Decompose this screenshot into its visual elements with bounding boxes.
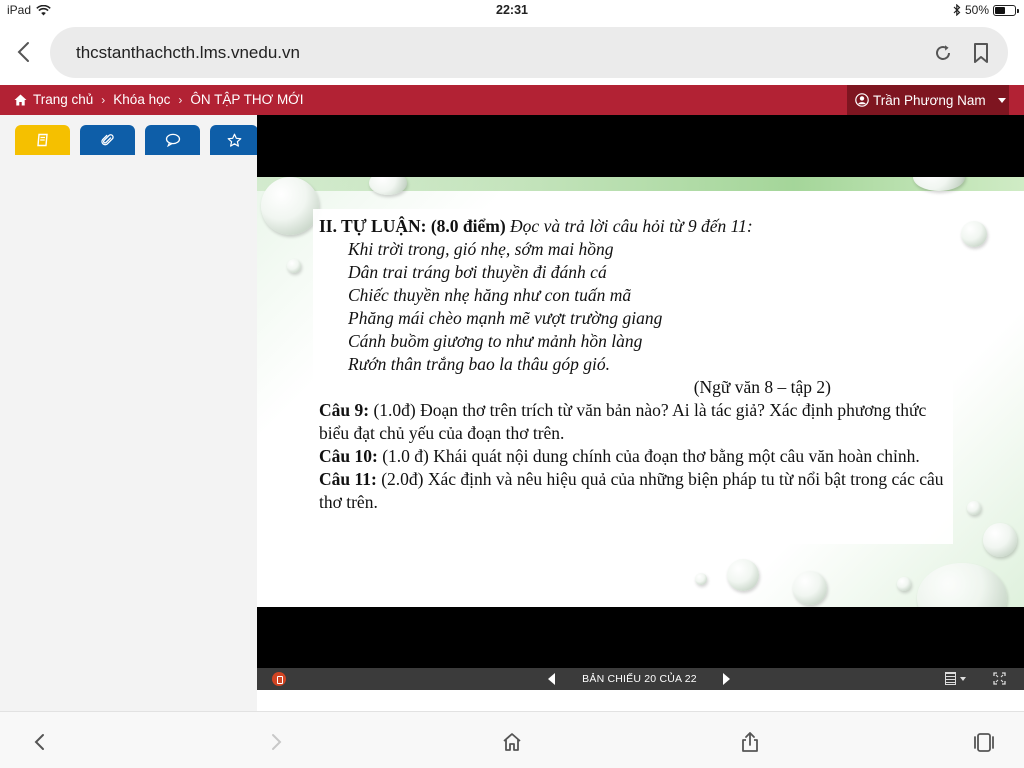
clock: 22:31 <box>496 3 528 17</box>
water-drop-decoration <box>983 523 1017 557</box>
paperclip-icon <box>101 133 115 147</box>
device-name: iPad <box>7 3 32 17</box>
water-drop-decoration <box>961 221 987 247</box>
status-bar <box>0 0 1024 22</box>
breadcrumb-separator-icon: › <box>178 92 183 107</box>
heading-bold: II. TỰ LUẬN: (8.0 điểm) <box>319 216 506 236</box>
breadcrumb-courses[interactable]: Khóa học <box>113 92 171 107</box>
water-drop-decoration <box>369 177 407 195</box>
breadcrumb <box>14 92 304 107</box>
bookmark-icon[interactable] <box>970 41 992 65</box>
poem-line: Cánh buồm giương to như mảnh hồn làng <box>348 331 643 351</box>
next-slide-button[interactable] <box>723 673 730 685</box>
chat-bubble-icon <box>165 133 181 147</box>
breadcrumb-home[interactable]: Trang chủ <box>33 92 94 107</box>
battery-icon <box>993 5 1016 16</box>
user-avatar-icon <box>855 93 869 107</box>
slide-counter: BẢN CHIẾU 20 CỦA 22 <box>582 673 697 685</box>
viewer-controls <box>257 668 1024 690</box>
url-text: thcstanthachcth.lms.vnedu.vn <box>76 43 300 62</box>
poem-line: Phăng mái chèo mạnh mẽ vượt trường giang <box>348 308 663 328</box>
question-label: Câu 9: <box>319 400 370 420</box>
tab-attachments[interactable] <box>80 125 135 155</box>
view-mode-menu[interactable] <box>945 672 966 685</box>
view-mode-icon <box>945 672 956 685</box>
poem-block <box>319 238 959 376</box>
back-chevron-icon[interactable] <box>10 38 38 66</box>
dropdown-caret-icon <box>960 677 966 681</box>
tab-favorites[interactable] <box>210 125 258 155</box>
water-drop-decoration <box>695 573 707 585</box>
poem-line: Rướn thân trắng bao la thâu góp gió. <box>348 354 610 374</box>
star-icon <box>227 133 242 148</box>
notebook-icon <box>36 133 50 147</box>
previous-slide-button[interactable] <box>548 673 555 685</box>
slide-text <box>319 215 959 514</box>
user-menu[interactable] <box>847 85 1009 115</box>
tool-tabs <box>15 125 258 155</box>
poem-line: Chiếc thuyền nhẹ hăng như con tuấn mã <box>348 285 632 305</box>
water-drop-decoration <box>793 571 827 605</box>
water-drop-decoration <box>287 259 301 273</box>
home-icon[interactable] <box>500 730 524 754</box>
poem-line: Khi trời trong, gió nhẹ, sớm mai hồng <box>348 239 614 259</box>
fullscreen-icon[interactable] <box>993 672 1006 685</box>
battery-level <box>995 7 1005 14</box>
user-name: Trần Phương Nam <box>873 92 986 108</box>
battery-percent: 50% <box>964 3 989 17</box>
home-icon <box>14 94 27 106</box>
question-label: Câu 11: <box>319 469 377 489</box>
bluetooth-icon <box>953 4 961 16</box>
water-drop-decoration <box>917 563 1007 607</box>
browser-toolbar <box>0 22 1024 84</box>
bottom-toolbar <box>0 711 1024 768</box>
lms-navbar <box>0 85 1024 115</box>
powerpoint-icon[interactable] <box>272 672 286 686</box>
water-drop-decoration <box>967 501 981 515</box>
left-sidebar <box>0 115 257 711</box>
slide-canvas <box>257 177 1024 607</box>
tab-comments[interactable] <box>145 125 200 155</box>
breadcrumb-current[interactable]: ÔN TẬP THƠ MỚI <box>190 92 304 107</box>
water-drop-decoration <box>897 577 911 591</box>
question <box>319 399 959 445</box>
breadcrumb-separator-icon: › <box>101 92 106 107</box>
slide-viewer <box>257 115 1024 690</box>
water-drop-decoration <box>727 559 759 591</box>
section-heading <box>319 215 959 238</box>
address-bar[interactable] <box>50 27 1008 78</box>
tab-notes[interactable] <box>15 125 70 155</box>
heading-instruction: Đọc và trả lời câu hỏi từ 9 đến 11: <box>505 216 753 236</box>
question <box>319 445 959 468</box>
reload-icon[interactable] <box>932 42 954 64</box>
question-text: (1.0 đ) Khái quát nội dung chính của đoạn thơ bằng một câu văn hoàn chỉnh. <box>377 446 920 466</box>
share-icon[interactable] <box>738 730 762 754</box>
poem-line: Dân trai tráng bơi thuyền đi đánh cá <box>348 262 607 282</box>
tabs-icon[interactable] <box>972 730 996 754</box>
question <box>319 468 959 514</box>
question-text: (1.0đ) Đoạn thơ trên trích từ văn bản nào? Ai là tác giả? Xác định phương thức biểu đạt chủ yếu của đoạn thơ trên. <box>319 400 927 443</box>
dropdown-caret-icon <box>998 98 1006 103</box>
forward-icon[interactable] <box>264 730 288 754</box>
water-drop-decoration <box>261 177 319 235</box>
status-right <box>953 3 1016 17</box>
back-icon[interactable] <box>28 730 52 754</box>
question-label: Câu 10: <box>319 446 378 466</box>
poem-source: (Ngữ văn 8 – tập 2) <box>693 377 831 397</box>
question-text: (2.0đ) Xác định và nêu hiệu quả của những biện pháp tu từ nổi bật trong các câu thơ trên. <box>319 469 944 512</box>
water-drop-decoration <box>913 177 965 191</box>
